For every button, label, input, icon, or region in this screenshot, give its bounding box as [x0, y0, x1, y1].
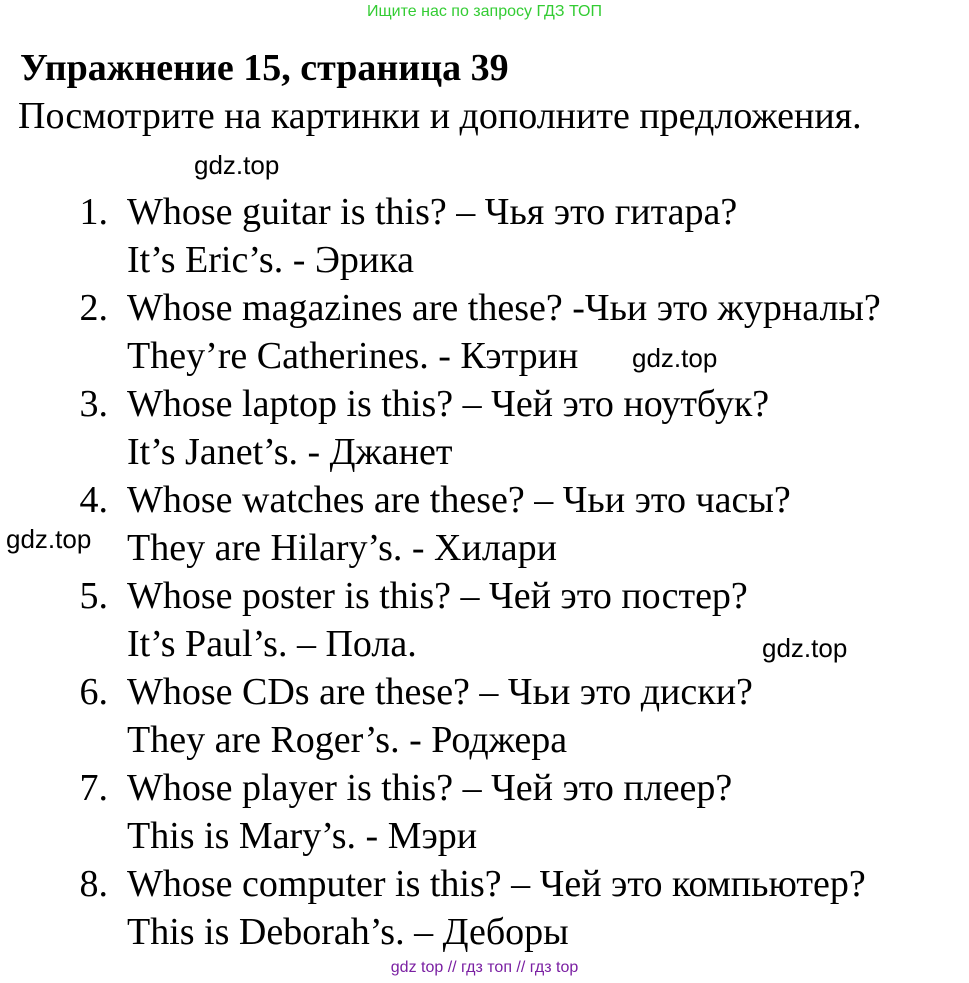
watermark: gdz.top: [194, 150, 280, 180]
item-question: Whose computer is this? – Чей это компьютер?: [127, 863, 866, 905]
item-question: Whose watches are these? – Чьи это часы?: [127, 479, 791, 521]
exercise-title: Упражнение 15, страница 39: [20, 47, 509, 89]
item-question: Whose CDs are these? – Чьи это диски?: [127, 671, 753, 713]
item-question: Whose poster is this? – Чей это постер?: [127, 575, 748, 617]
item-question: Whose guitar is this? – Чья это гитара?: [127, 191, 738, 233]
item-answer: They are Roger’s. - Роджера: [127, 719, 568, 761]
item-number: 7.: [79, 767, 108, 809]
item-answer: It’s Paul’s. – Пола.: [127, 623, 417, 665]
item-number: 4.: [79, 479, 108, 521]
item-question: Whose laptop is this? – Чей это ноутбук?: [127, 383, 770, 425]
item-question: Whose player is this? – Чей это плеер?: [127, 767, 733, 809]
item-answer: This is Deborah’s. – Деборы: [127, 911, 569, 953]
item-number: 3.: [79, 383, 108, 425]
item-answer: They’re Catherines. - Кэтрин: [127, 335, 579, 377]
watermark: gdz.top: [632, 343, 718, 373]
item-number: 8.: [79, 863, 108, 905]
item-number: 2.: [79, 287, 108, 329]
item-answer: They are Hilary’s. - Хилари: [127, 527, 557, 569]
item-number: 6.: [79, 671, 108, 713]
top-banner[interactable]: Ищите нас по запросу ГДЗ ТОП: [367, 3, 602, 20]
item-answer: This is Mary’s. - Мэри: [127, 815, 478, 857]
item-question: Whose magazines are these? -Чьи это журналы?: [127, 287, 881, 329]
item-number: 1.: [79, 191, 108, 233]
watermark: gdz.top: [762, 633, 848, 663]
watermark: gdz.top: [6, 524, 92, 554]
item-answer: It’s Eric’s. - Эрика: [127, 239, 415, 281]
item-answer: It’s Janet’s. - Джанет: [127, 431, 453, 473]
footer-watermark: gdz top // гдз топ // гдз top: [390, 959, 579, 976]
exercise-instruction: Посмотрите на картинки и дополните предложения.: [18, 95, 862, 137]
item-number: 5.: [79, 575, 108, 617]
